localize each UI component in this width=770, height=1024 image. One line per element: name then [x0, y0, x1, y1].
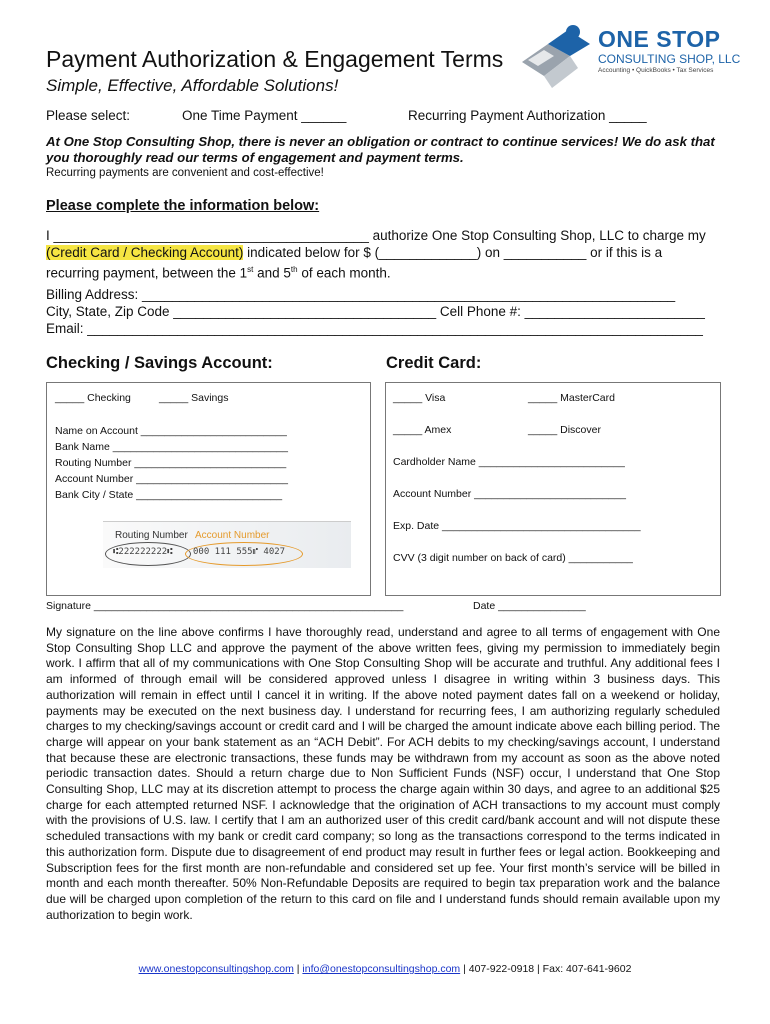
terms-paragraph: My signature on the line above confirms I have thoroughly read, understand and agree to all terms of engagement with One Stop Consulting Shop LLC and approve the payment of the above written fees, giving my permission to immediately begin work. I affirm that all of my communications with One Stop Consulting Shop will be accurate and truthful. Any additional fees I am informed of through email will be considered approved unless I disagree in writing within 3 business days. This authorization will remain in effect until I cancel it in writing. If the above noted payment dates fall on a weekend or holiday, payments may be executed on the next business day. I understand for recurring fees, I am authorizing regularly scheduled charges to my checking/savings account or credit card and I will be charged the amount indicate above each billing period. The charge will appear on your bank statement as an “ACH Debit”. For ACH debits to my checking/savings account, I understand that because these are electronic transactions, these funds may be withdrawn from my account as soon as the above noted periodic transaction dates. Should a return charge due to Non Sufficient Funds (NSF) occur, I understand that One Stop Consulting Shop, LLC may at its discretion attempt to process the charge again within 30 days, and agree to an additional $25 charge for each attempted returned NSF. I acknowledge that the origination of ACH transactions to my account must comply with the provisions of U.S. law. I certify that I am an authorized user of this credit card/bank account and will not dispute these scheduled transactions with my bank or credit card company; so long as the transactions correspond to the terms indicated in this authorization form. Dispute due to disagreement of end product may result in further fees or legal action. Bookkeeping and Subscription fees for the first month are non-refundable and considered set up fee. Your first month’s service will be billed in month and each month thereafter. 50% Non-Refundable Deposits are required to begin tax preparation work and the balance due will be charged upon completion of the return to this card on file and I understand funds should remain available upon my authorization to begin work. [46, 625, 720, 922]
complete-info-heading: Please complete the information below: [46, 198, 320, 214]
auth-line1-text: authorize One Stop Consulting Shop, LLC to charge my [368, 228, 706, 243]
logo-tagline: Accounting • QuickBooks • Tax Services [598, 67, 714, 74]
auth-line3-b: and 5 [253, 265, 291, 281]
name-on-account-field[interactable]: Name on Account _________________________ [55, 425, 287, 437]
card-number-field[interactable]: Account Number __________________________ [393, 488, 626, 500]
footer [0, 963, 770, 975]
checking-box [46, 382, 371, 596]
amex-option[interactable]: _____ Amex [393, 424, 452, 436]
auth-line2-text: indicated below for $ (_____________) on ___________ or if this is a [243, 245, 663, 260]
routing-digits: ⑆222222222⑆ [113, 547, 173, 557]
authorization-paragraph [46, 227, 726, 282]
obligation-notice: At One Stop Consulting Shop, there is never an obligation or contract to continue services! We do ask that you thoroughly read our terms of engagement and payment terms. [46, 134, 715, 165]
page-subtitle: Simple, Effective, Affordable Solutions! [46, 76, 339, 95]
footer-contact: | 407-922-0918 | Fax: 407-641-9602 [460, 963, 632, 975]
routing-number-field[interactable]: Routing Number __________________________ [55, 457, 287, 469]
mastercard-option[interactable]: _____ MasterCard [528, 392, 615, 404]
recurring-note: Recurring payments are convenient and cost-effective! [46, 167, 324, 179]
account-digits: 000 111 555⑈ 4027 [193, 547, 286, 557]
select-label: Please select: [46, 108, 131, 123]
city-state-zip-phone-field[interactable]: City, State, Zip Code ___________________________________ Cell Phone #: ________________________ [46, 304, 705, 319]
cardholder-name-field[interactable]: Cardholder Name _________________________ [393, 456, 625, 468]
credit-card-heading: Credit Card: [386, 354, 482, 372]
visa-option[interactable]: _____ Visa [393, 392, 446, 404]
checking-option[interactable]: _____ Checking [55, 392, 131, 404]
savings-option[interactable]: _____ Savings [159, 392, 229, 404]
checking-heading: Checking / Savings Account: [46, 354, 273, 372]
date-field[interactable]: Date _______________ [473, 600, 586, 612]
logo-name: ONE STOP [598, 26, 721, 52]
credit-card-box [385, 382, 721, 596]
bank-city-state-field[interactable]: Bank City / State _________________________ [55, 489, 283, 501]
recurring-payment-option[interactable]: Recurring Payment Authorization _____ [408, 108, 647, 123]
puzzle-logo-icon [518, 22, 600, 92]
website-link[interactable]: www.onestopconsultingshop.com [138, 963, 294, 975]
footer-separator: | [293, 963, 303, 975]
page-title: Payment Authorization & Engagement Terms [46, 46, 504, 72]
sample-check-image [103, 521, 351, 568]
bank-fields [55, 423, 288, 503]
sup-th: th [290, 265, 298, 274]
routing-number-label: Routing Number [115, 530, 188, 541]
exp-date-field[interactable]: Exp. Date __________________________________ [393, 520, 641, 532]
bank-name-field[interactable]: Bank Name ______________________________ [55, 441, 288, 453]
auth-line3-a: recurring payment, between the 1 [46, 265, 248, 281]
auth-line3-c: of each month. [297, 265, 391, 281]
sup-st: st [247, 265, 254, 274]
logo-subname: CONSULTING SHOP, LLC [598, 52, 741, 66]
discover-option[interactable]: _____ Discover [528, 424, 601, 436]
logo [518, 22, 600, 92]
auth-line1-i: I [46, 228, 54, 243]
authorizer-name-field[interactable]: __________________________________________ [53, 228, 369, 243]
signature-field[interactable]: Signature _____________________________________________________ [46, 600, 404, 612]
cvv-field[interactable]: CVV (3 digit number on back of card) ___________ [393, 552, 633, 564]
account-number-label: Account Number [195, 530, 270, 541]
email-field[interactable]: Email: __________________________________________________________________________________ [46, 321, 703, 336]
one-time-payment-option[interactable]: One Time Payment ______ [182, 108, 347, 123]
payment-method-highlight: (Credit Card / Checking Account) [46, 245, 244, 260]
email-link[interactable]: info@onestopconsultingshop.com [302, 963, 461, 975]
billing-address-field[interactable]: Billing Address: _______________________________________________________________________ [46, 287, 676, 302]
account-number-field[interactable]: Account Number __________________________ [55, 473, 288, 485]
